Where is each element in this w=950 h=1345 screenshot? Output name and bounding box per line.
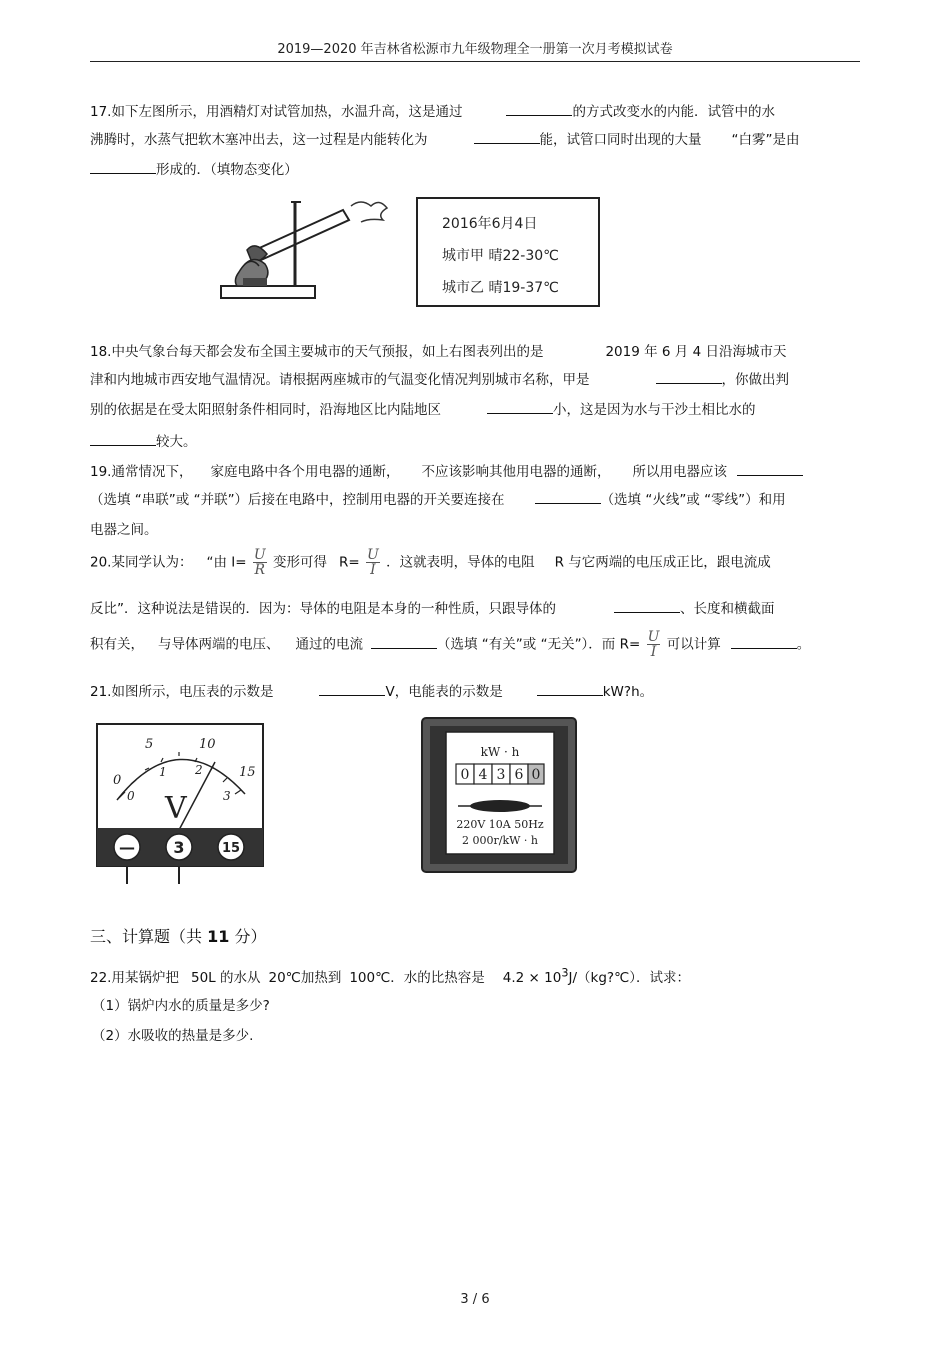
q17-line-2: [90, 128, 800, 148]
q20-line-3: [90, 630, 810, 659]
energy-meter-figure: [420, 716, 580, 876]
q18-line-2: [90, 368, 789, 388]
q22-text-1c: 20℃加热到: [268, 970, 342, 986]
voltmeter-lower-2: 2: [195, 763, 203, 777]
q18-text-1b: 2019 年 6 月 4 日沿海城市天: [605, 344, 787, 360]
q20-text-1e: ．这就表明，导体的电阻: [386, 554, 535, 571]
q21-blank-2[interactable]: [537, 681, 603, 696]
voltmeter-upper-15: 15: [239, 765, 256, 780]
q17-text-3: 形成的．（填物态变化）: [156, 162, 298, 178]
q18-blank-1[interactable]: [656, 369, 722, 384]
q22-sub-1: （1）锅炉内水的质量是多少?: [92, 998, 270, 1014]
energy-digit-2: 4: [478, 767, 488, 783]
q20-blank-2[interactable]: [371, 634, 437, 649]
q17-line-1: [90, 100, 775, 120]
q17-blank-3[interactable]: [90, 159, 156, 174]
voltmeter-lower-0: 0: [127, 789, 135, 803]
q18-text-4: 较大。: [156, 434, 197, 450]
q21-text-1b: V，电能表的示数是: [385, 684, 503, 700]
q17-text-2b: 能，试管口同时出现的大量: [539, 132, 702, 148]
q19-blank-1[interactable]: [737, 461, 803, 476]
q19-line-1: [90, 460, 803, 480]
header-rule: [90, 61, 860, 62]
energy-digit-3: 3: [496, 767, 506, 783]
energy-meter-spec2: 2 000r/kW · h: [461, 834, 539, 847]
q19-text-2b: （选填 “火线”或 “零线”）和用: [600, 492, 786, 508]
page-header: 2019—2020 年吉林省松源市九年级物理全一册第一次月考模拟试卷: [277, 42, 673, 57]
q20-formula-r-equals-u-over-i: $\frac{U}{I}$: [647, 629, 660, 660]
page-number: 3 / 6: [460, 1292, 490, 1307]
voltmeter-figure: [95, 722, 267, 886]
q17-blank-1[interactable]: [506, 101, 572, 116]
q22-line-1: [90, 966, 690, 986]
q22-text-1d: 100℃．水的比热容是: [349, 970, 485, 986]
terminal-negative-label: —: [119, 838, 135, 857]
energy-digit-1: 0: [460, 767, 470, 783]
q20-text-3f: 。: [796, 636, 811, 653]
q17-line-3: [90, 158, 298, 178]
q20-text-1b: “由 I=: [206, 554, 247, 571]
q21-blank-1[interactable]: [319, 681, 385, 696]
q18-line-4: [90, 430, 197, 450]
q20-text-2a: 反比”．这种说法是错误的．因为：导体的电阻是本身的一种性质，只跟导体的: [90, 601, 556, 617]
section-3-points: 11: [207, 927, 230, 946]
q22-text-1f: J/（kg?℃）．试求：: [568, 970, 690, 986]
voltmeter-lower-1: 1: [159, 765, 167, 779]
q19-text-2a: （选填 “串联”或 “并联”）后接在电路中，控制用电器的开关要连接在: [90, 492, 505, 508]
terminal-15-label: 15: [221, 841, 241, 856]
q18-text-3b: 小，这是因为水与干沙土相比水的: [553, 402, 756, 418]
q18-blank-3[interactable]: [90, 431, 156, 446]
q18-text-3a: 别的依据是在受太阳照射条件相同时，沿海地区比内陆地区: [90, 402, 441, 418]
q18-text-2b: ，你做出判: [721, 372, 789, 388]
q20-text-3a: 积有关，: [90, 636, 144, 653]
q17-text-1b: 的方式改变水的内能．试管中的水: [572, 104, 775, 120]
weather-city-b: 城市乙 晴19-37℃: [442, 280, 559, 296]
q20-blank-3[interactable]: [731, 634, 797, 649]
q22-text-1a: 22.用某锅炉把: [90, 970, 179, 986]
q20-text-3d: （选填 “有关”或 “无关”）．而 R=: [437, 636, 641, 653]
q21-text-1c: kW?h。: [602, 684, 654, 700]
section-3-suffix: 分）: [234, 927, 267, 946]
voltmeter-symbol: V: [165, 791, 187, 826]
test-tube-heating-figure: [215, 192, 395, 310]
q18-line-3: [90, 398, 756, 418]
q22-sub-2: （2）水吸收的热量是多少.: [92, 1028, 254, 1044]
energy-meter-spec1: 220V 10A 50Hz: [456, 818, 544, 831]
q22-text-1b: 50L 的水从: [190, 970, 261, 986]
q19-text-1d: 所以用电器应该: [632, 464, 727, 480]
q20-text-3e: 可以计算: [666, 636, 721, 653]
q17-text-1a: 17.如下左图所示，用酒精灯对试管加热，水温升高，这是通过: [90, 104, 463, 120]
q20-formula-u-over-r: $\frac{U}{R}$: [253, 547, 266, 578]
q21-line-1: [90, 680, 653, 700]
q20-text-1f: R 与它两端的电压成正比，跟电流成: [554, 554, 771, 571]
q20-line-2: [90, 597, 775, 617]
weather-date: 2016年6月4日: [442, 216, 538, 232]
q18-blank-2[interactable]: [487, 399, 553, 414]
q18-line-1: [90, 340, 786, 360]
q19-line-2: [90, 488, 786, 508]
q19-text-1b: 家庭电路中各个用电器的通断，: [210, 464, 400, 480]
q20-text-1c: 变形可得: [272, 554, 327, 571]
q19-blank-2[interactable]: [535, 489, 601, 504]
q20-text-2b: 、长度和横截面: [680, 601, 775, 617]
q19-text-3: 电器之间。: [90, 522, 158, 538]
q18-text-1a: 18.中央气象台每天都会发布全国主要城市的天气预报，如上右图表列出的是: [90, 344, 544, 360]
q20-text-3c: 通过的电流: [295, 636, 363, 653]
voltmeter-lower-3: 3: [223, 789, 231, 803]
q20-blank-1[interactable]: [614, 598, 680, 613]
weather-table-box: [416, 197, 600, 307]
q22-text-1e: 4.2 × 10: [502, 970, 562, 986]
q17-blank-2[interactable]: [474, 129, 540, 144]
q17-text-2a: 沸腾时，水蒸气把软木塞冲出去，这一过程是内能转化为: [90, 132, 428, 148]
energy-digit-4: 6: [514, 767, 524, 783]
voltmeter-upper-10: 10: [199, 737, 216, 752]
q20-text-1a: 20.某同学认为：: [90, 554, 193, 571]
q20-formula-u-over-i: $\frac{U}{I}$: [366, 547, 379, 578]
energy-digit-5: 0: [531, 767, 541, 783]
q20-line-1: [90, 548, 771, 577]
q19-text-1c: 不应该影响其他用电器的通断，: [421, 464, 611, 480]
weather-city-a: 城市甲 晴22-30℃: [442, 248, 559, 264]
q22-exponent: 3: [561, 966, 569, 980]
q18-text-2a: 津和内地城市西安地气温情况。请根据两座城市的气温变化情况判别城市名称，甲是: [90, 372, 590, 388]
voltmeter-upper-0: 0: [113, 773, 122, 788]
section-3-prefix: 三、计算题（共: [90, 927, 203, 946]
q17-text-2c: “白雾”是由: [731, 132, 800, 148]
q19-line-3: [90, 518, 158, 538]
section-3-heading: [90, 924, 266, 947]
terminal-3-label: 3: [173, 838, 185, 857]
q20-text-1d: R=: [338, 554, 360, 571]
voltmeter-upper-5: 5: [145, 737, 154, 752]
q21-text-1a: 21.如图所示，电压表的示数是: [90, 684, 274, 700]
q20-text-3b: 与导体两端的电压、: [158, 636, 280, 653]
energy-meter-unit: kW · h: [480, 745, 520, 759]
q19-text-1a: 19.通常情况下，: [90, 464, 193, 480]
